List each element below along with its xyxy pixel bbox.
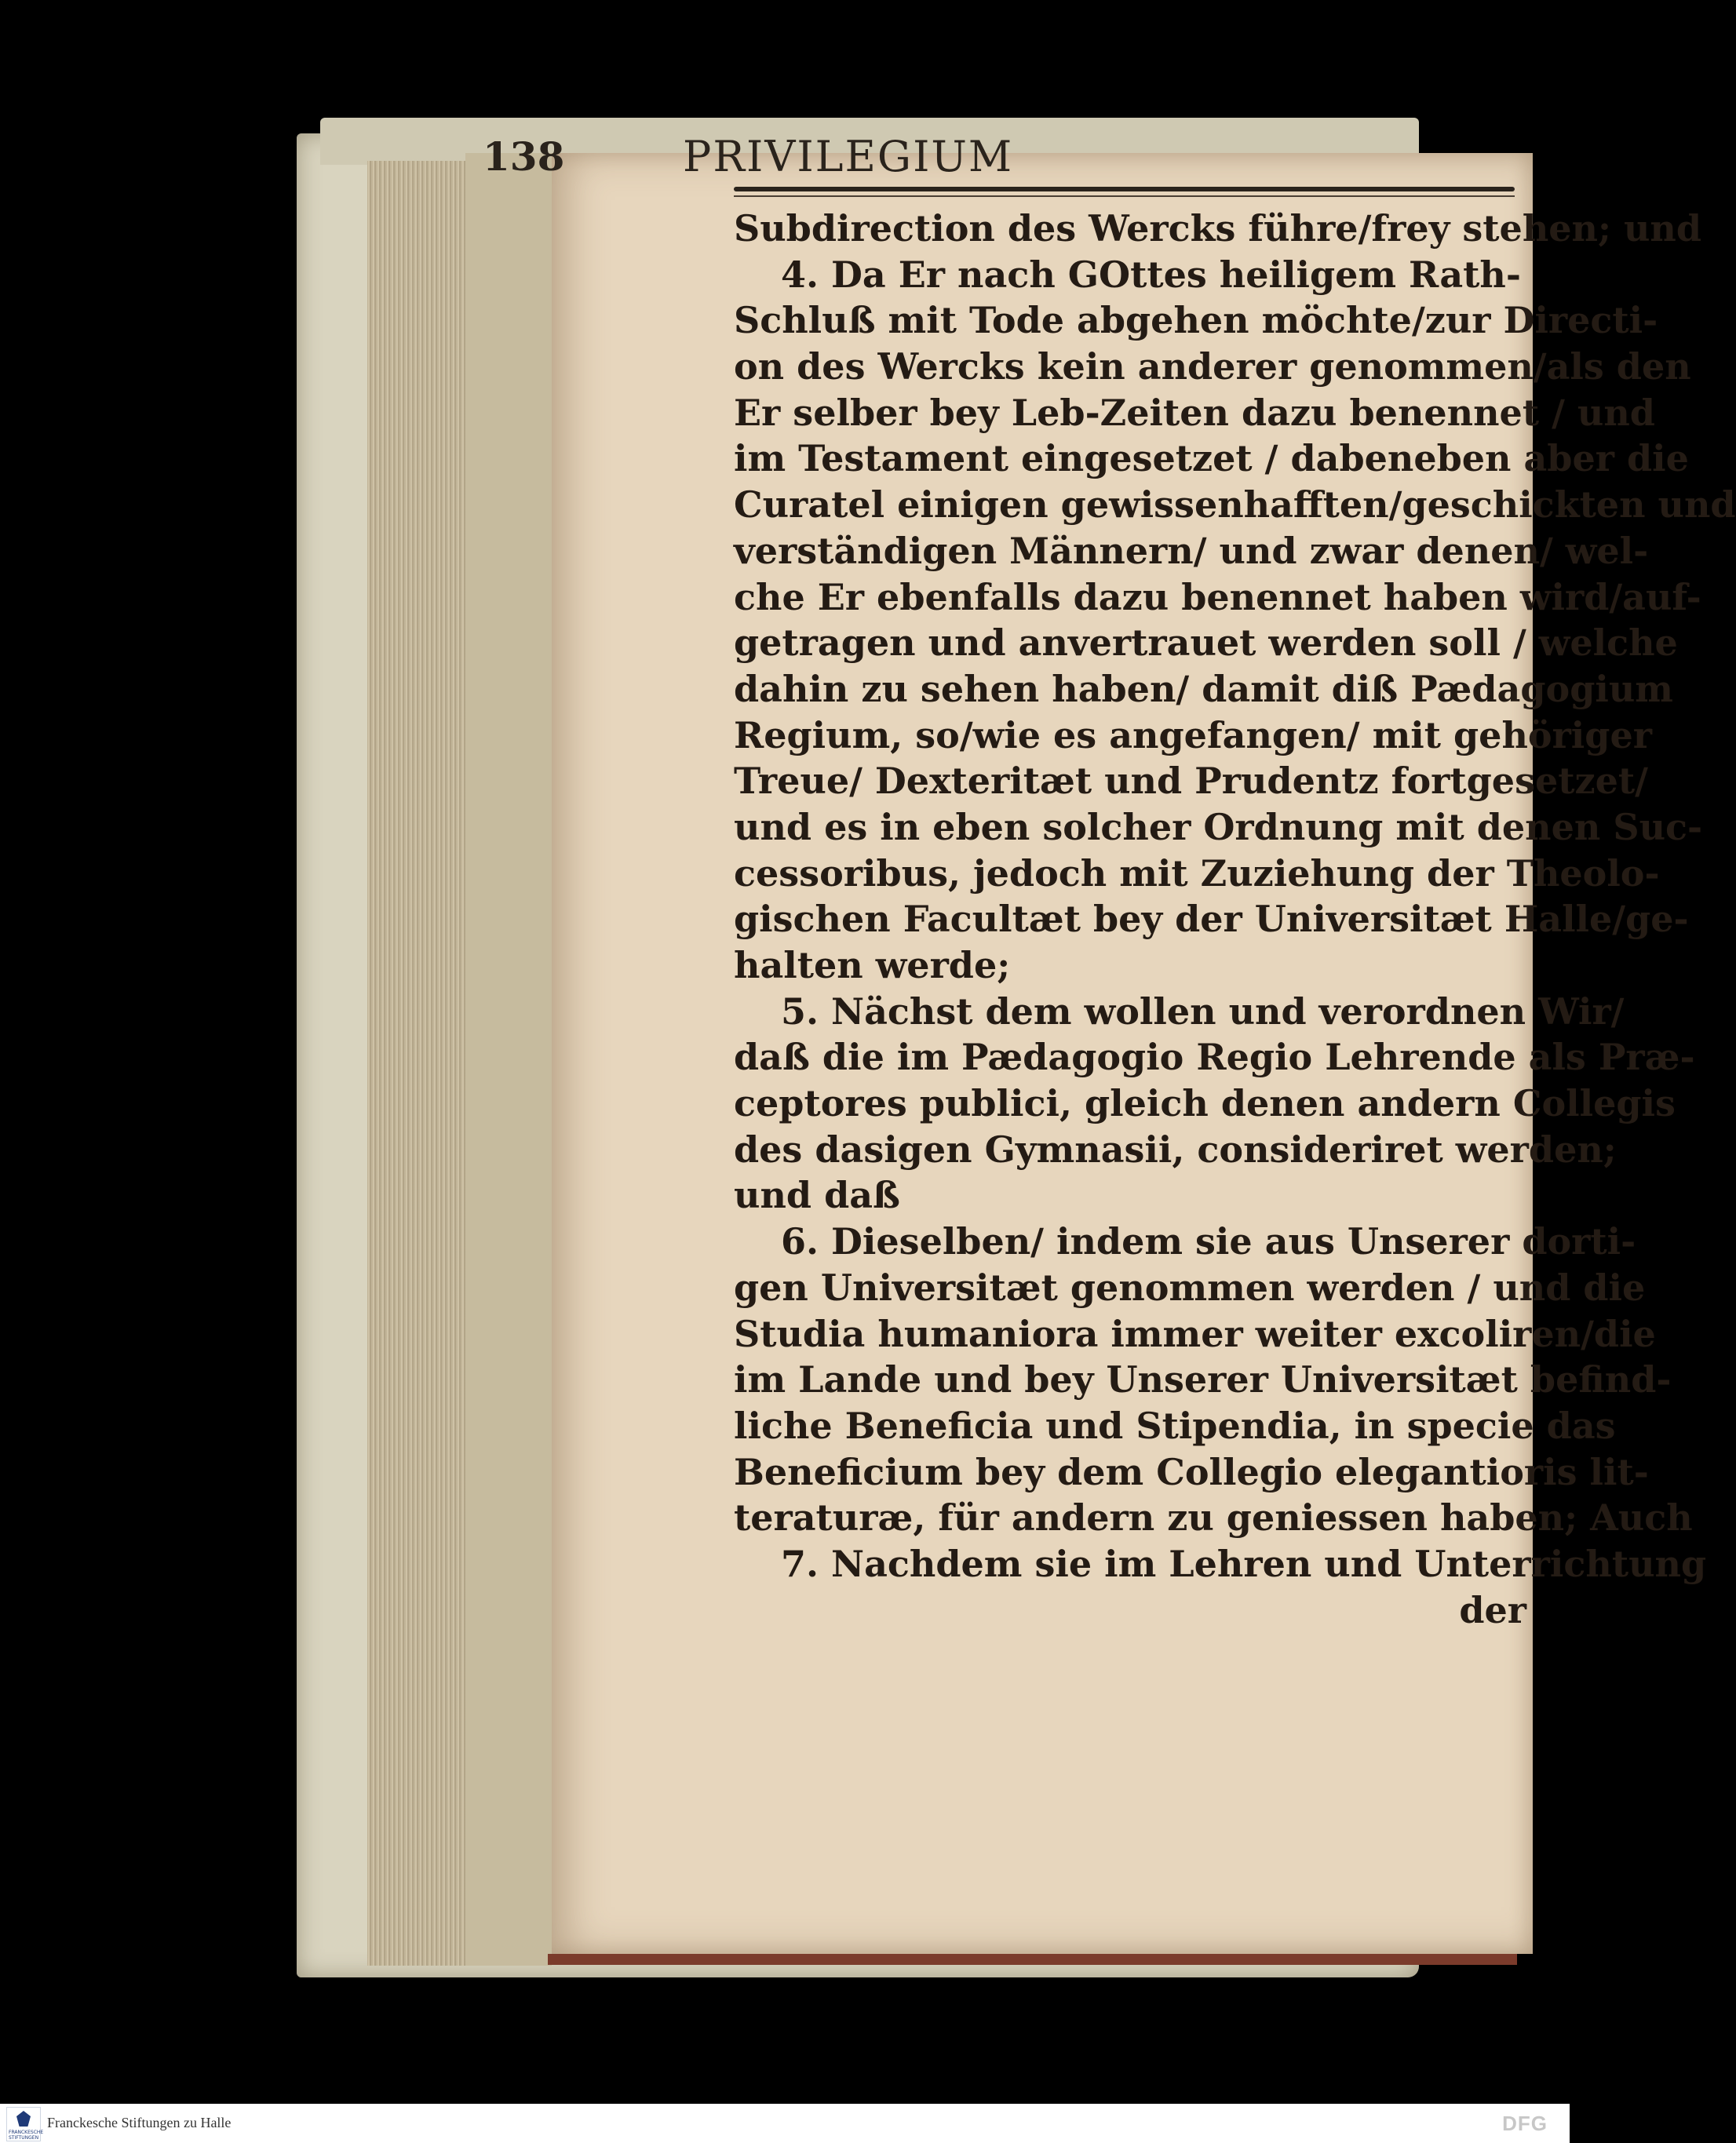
page-title: PRIVILEGIUM [683, 132, 1014, 181]
text-line: gischen Facultæt bey der Universitæt Halle/ge- [734, 898, 1689, 941]
text-line: Regium, so/wie es angefangen/ mit gehöriger [734, 713, 1652, 756]
text-line: dahin zu sehen haben/ damit diß Pædagogium [734, 667, 1673, 710]
text-line: Schluß mit Tode abgehen möchte/zur Directi- [734, 299, 1658, 342]
text-line: Beneficium bey dem Collegio elegantioris lit- [734, 1450, 1649, 1493]
text-line: im Testament eingesetzet / dabeneben aber die [734, 437, 1689, 480]
institution-logo[interactable] [6, 2107, 44, 2141]
text-line: 7. Nachdem sie im Lehren und Unterrichtung [781, 1542, 1707, 1585]
dfg-logo[interactable]: DFG [1502, 2112, 1548, 2135]
institution-name[interactable]: Franckesche Stiftungen zu Halle [47, 2115, 232, 2130]
page-text [734, 206, 1736, 1633]
text-line: liche Beneficia und Stipendia, in specie das [734, 1404, 1616, 1447]
page-number: 138 [483, 133, 565, 180]
text-line: 4. Da Er nach GOttes heiligem Rath- [781, 253, 1521, 296]
header-rule-thin [734, 195, 1515, 197]
text-line: cessoribus, jedoch mit Zuziehung der Theolo- [734, 851, 1660, 895]
cover-inner-edge [465, 153, 552, 1966]
text-line: und daß [734, 1174, 900, 1217]
text-line: che Er ebenfalls dazu benennet haben wird/auf- [734, 575, 1701, 618]
text-line: verständigen Männern/ und zwar denen/ wel- [734, 529, 1649, 572]
header-rule [734, 187, 1515, 191]
text-line: im Lande und bey Unserer Universitæt befind- [734, 1358, 1672, 1401]
text-line: 6. Dieselben/ indem sie aus Unserer dorti- [781, 1220, 1636, 1263]
footer-bar [0, 2104, 1570, 2143]
catchword: der [1459, 1588, 1526, 1631]
text-line: teraturæ, für andern zu geniessen haben; Auch [734, 1496, 1693, 1540]
text-line: daß die im Pædagogio Regio Lehrende als Præ- [734, 1036, 1695, 1079]
text-line: Curatel einigen gewissenhafften/geschickten und [734, 483, 1736, 527]
text-line: des dasigen Gymnasii, consideriret werden; [734, 1128, 1617, 1171]
text-line: Subdirection des Wercks führe/frey stehen; und [734, 207, 1702, 250]
text-line: getragen und anvertrauet werden soll / welche [734, 621, 1678, 665]
text-line: Treue/ Dexteritæt und Prudentz fortgesetzet/ [734, 760, 1648, 803]
logo-text: FRANCKESCHE STIFTUNGEN [9, 2130, 44, 2141]
page-stack-edge [367, 161, 465, 1966]
logo-icon [16, 2111, 31, 2127]
text-line: und es in eben solcher Ordnung mit denen Suc- [734, 805, 1703, 848]
text-line: 5. Nächst dem wollen und verordnen Wir/ [781, 989, 1625, 1033]
red-bottom-edge [548, 1954, 1517, 1965]
text-line: gen Universitæt genommen werden / und die [734, 1266, 1646, 1309]
text-line: Studia humaniora immer weiter excoliren/die [734, 1312, 1656, 1355]
text-line: halten werde; [734, 944, 1011, 986]
text-line: Er selber bey Leb-Zeiten dazu benennet / und [734, 391, 1655, 434]
text-line: ceptores publici, gleich denen andern Collegis [734, 1082, 1676, 1125]
text-line: on des Wercks kein anderer genommen/als den [734, 345, 1691, 388]
